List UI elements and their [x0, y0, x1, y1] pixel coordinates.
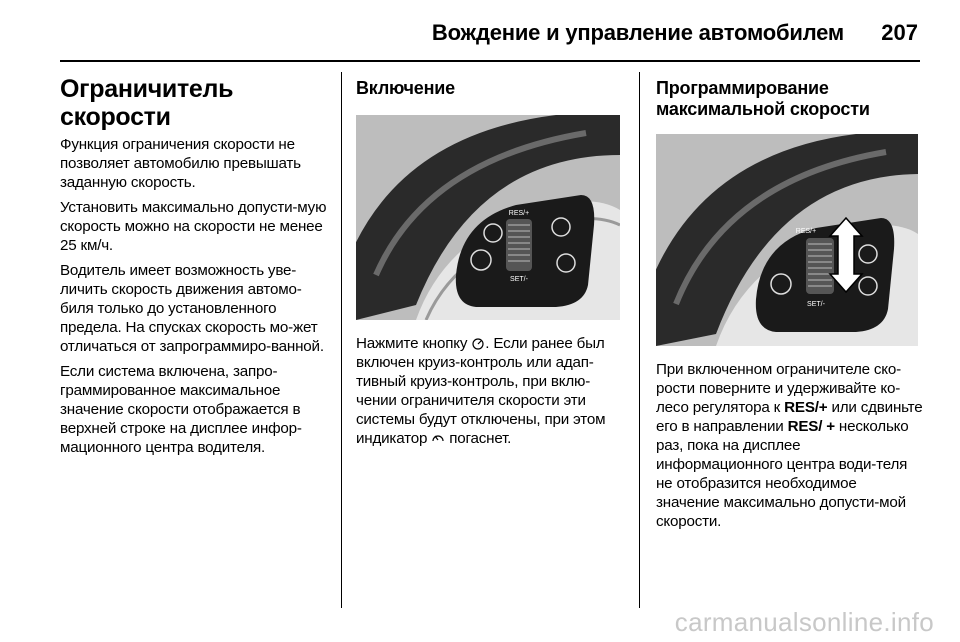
watermark: carmanualsonline.info	[674, 607, 934, 637]
res-label: RES/+	[795, 228, 817, 235]
chapter-title: Вождение и управление автомобилем	[431, 20, 844, 45]
cruise-control-indicator-icon	[431, 431, 445, 445]
column-activation	[356, 78, 628, 454]
section-title-activation: Включение	[356, 78, 455, 98]
column-divider-2	[639, 72, 640, 608]
programming-paragraph: При включенном ограничителе ско-рости поверните и удерживайте ко-лесо регулятора к RES/+ или сдвиньте его в направлении RES/ + несколько раз, пока на дисплее информационного центра води-теля не отобразится необходимое значение максимально допусти-мой скорости.	[656, 361, 923, 530]
steering-wheel-illustration	[656, 134, 918, 346]
column-divider-1	[341, 72, 342, 608]
paragraph: Водитель имеет возможность уве-личить скорость движения автомо-биля только до установленного предела. На спусках скорость мо-жет отличаться от запрограммиро-ванной.	[60, 262, 324, 355]
steering-wheel-figure-activation	[356, 115, 620, 320]
paragraph: Функция ограничения скорости не позволяет автомобилю превышать заданную скорость.	[60, 136, 301, 191]
header-rule	[60, 60, 920, 62]
set-label: SET/-	[510, 276, 528, 283]
section-title-speed-limiter: Ограничитель скорости	[60, 75, 234, 131]
page-number: 207	[881, 20, 918, 45]
page-header	[0, 0, 960, 62]
paragraph: Если система включена, запро-граммированное максимальное значение скорости отображается в верхней строке на дисплее инфор-мационного центра водителя.	[60, 363, 302, 456]
section-title-programming-line2: максимальной скорости	[656, 99, 870, 119]
section-title-programming-line1: Программирование	[656, 78, 829, 98]
set-label: SET/-	[807, 301, 825, 308]
steering-wheel-figure-programming	[656, 134, 918, 346]
steering-wheel-illustration	[356, 115, 620, 320]
res-label: RES/+	[508, 210, 530, 217]
activation-paragraph: Нажмите кнопку . Если ранее был включен круиз-контроль или адап-тивный круиз-контроль, при вклю-чении ограничителя скорости эти системы будут отключены, при этом индикатор погаснет.	[356, 335, 606, 447]
column-speed-limiter	[60, 75, 330, 463]
column-programming	[656, 78, 924, 537]
speed-limiter-icon	[471, 336, 485, 350]
paragraph: Установить максимально допусти-мую скорость можно на скорости не менее 25 км/ч.	[60, 199, 327, 254]
